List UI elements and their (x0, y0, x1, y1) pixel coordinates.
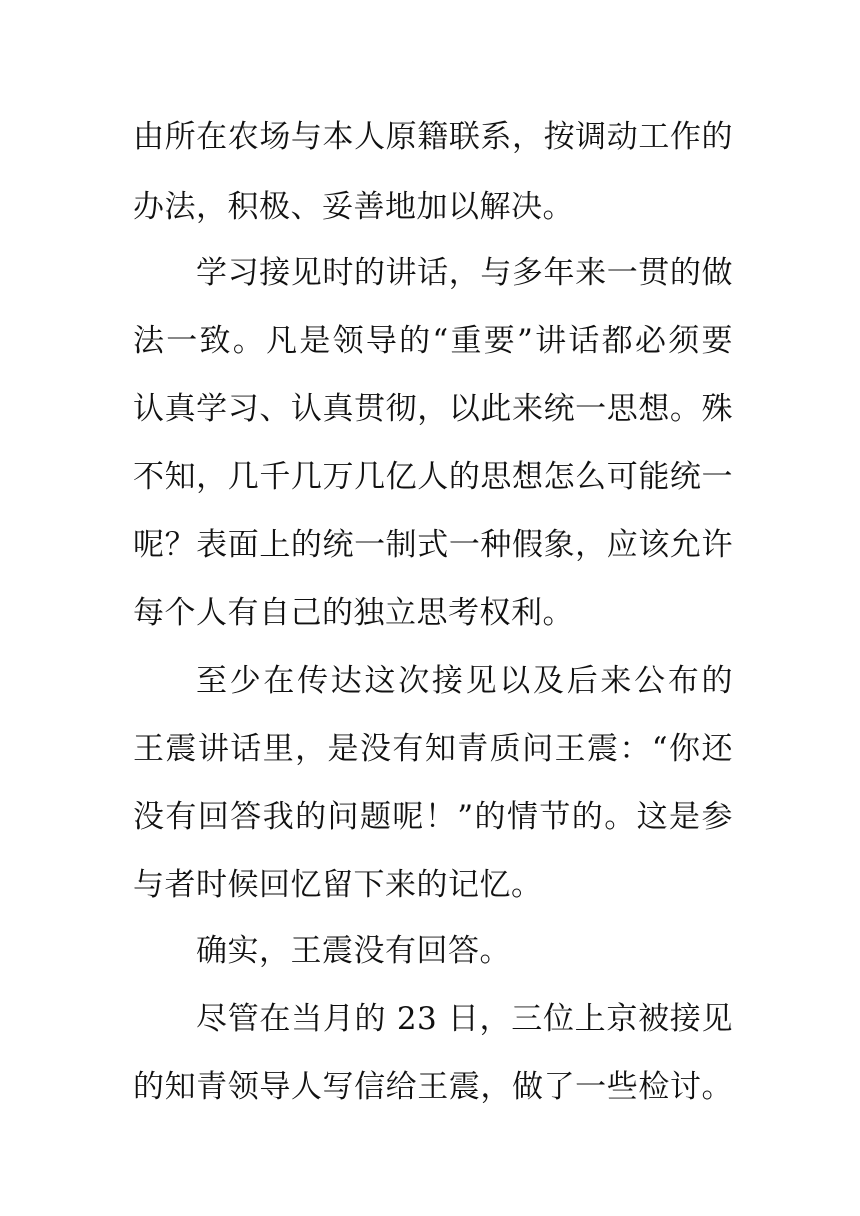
text-line: 认真学习、认真贯彻，以此来统一思想。殊 (133, 391, 733, 427)
paragraph-start-line: 学习接见时的讲话，与多年来一贯的做 (196, 255, 733, 291)
text-line: 与者时候回忆留下来的记忆。 (133, 867, 543, 903)
text-line: 没有回答我的问题呢！”的情节的。这是参 (133, 799, 733, 835)
text-line: 每个人有自己的独立思考权利。 (133, 595, 574, 631)
text-line: 由所在农场与本人原籍联系，按调动工作的 (133, 119, 733, 155)
paragraph-start-line: 确实，王震没有回答。 (196, 933, 511, 969)
text-line: 王震讲话里，是没有知青质问王震：“你还 (133, 731, 733, 767)
text-line: 法一致。凡是领导的“重要”讲话都必须要 (133, 323, 733, 359)
paragraph-start-line: 至少在传达这次接见以及后来公布的 (196, 663, 733, 699)
text-line: 的知青领导人写信给王震，做了一些检讨。 (133, 1069, 733, 1105)
paragraph-start-line: 尽管在当月的 23 日，三位上京被接见 (196, 1001, 733, 1037)
text-line: 办法，积极、妥善地加以解决。 (133, 189, 574, 225)
text-line: 呢？表面上的统一制式一种假象，应该允许 (133, 527, 733, 563)
text-line: 不知，几千几万几亿人的思想怎么可能统一 (133, 459, 733, 495)
